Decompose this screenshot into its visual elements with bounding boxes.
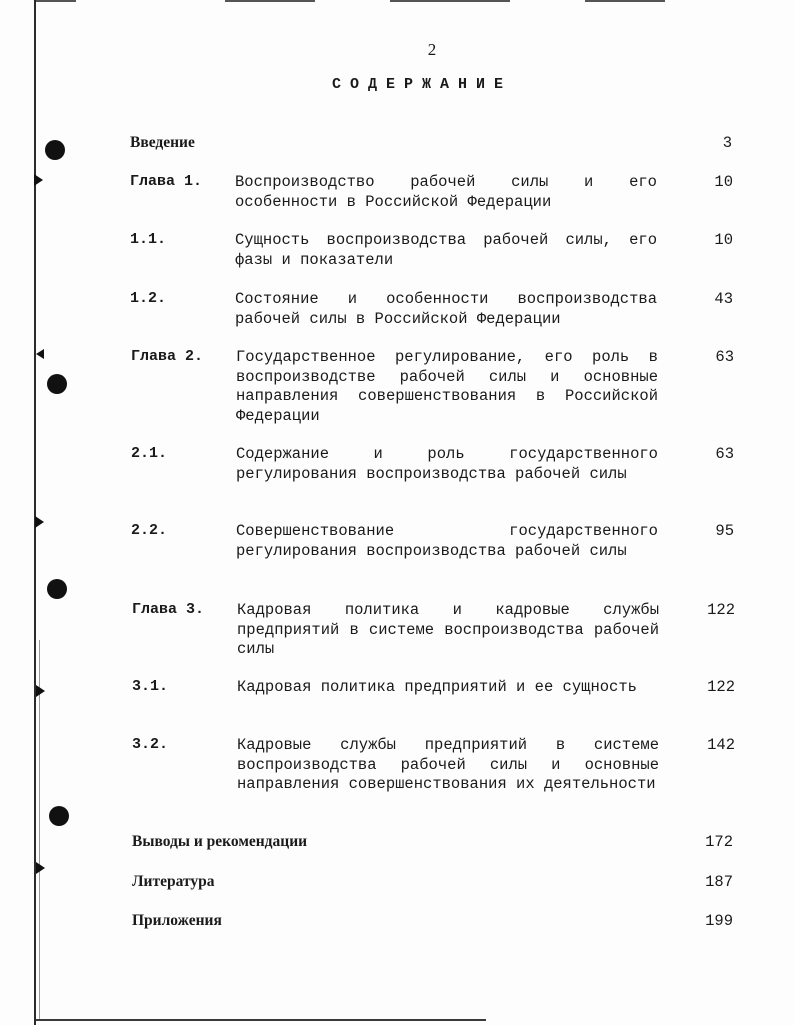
scan-top-mark: [225, 0, 315, 2]
toc-entry-title: Кадровые службы предприятий в системе воспроизводства рабочей силы и основные направления совершенствования их деятельности: [237, 736, 659, 793]
punch-hole: [49, 806, 69, 826]
toc-entry-title: Кадровая политика и кадровые службы предприятий в системе воспроизводства рабочей силы: [237, 601, 659, 658]
scan-mark: [35, 516, 44, 528]
scan-mark: [36, 862, 45, 874]
toc-entry-title: Состояние и особенности воспроизводства рабочей силы в Российской Федерации: [235, 290, 657, 328]
toc-entry-label: Введение: [130, 134, 195, 151]
scan-mark: [34, 174, 43, 186]
toc-entry-page: 199: [705, 912, 733, 930]
toc-entry-label: Глава 3.: [132, 601, 205, 618]
scan-left-edge-faint: [39, 640, 40, 1020]
toc-entry-label: 1.1.: [130, 231, 167, 248]
scan-top-mark: [390, 0, 510, 2]
page-number: 2: [427, 40, 437, 59]
toc-entry-title: Сущность воспроизводства рабочей силы, его фазы и показатели: [235, 231, 657, 269]
scan-top-mark: [585, 0, 665, 2]
toc-entry-label: 1.2.: [130, 290, 167, 307]
toc-entry-label: 2.1.: [131, 445, 168, 462]
scan-bottom-edge: [36, 1019, 486, 1021]
toc-entry-page: 10: [714, 173, 733, 191]
toc-entry-title: Кадровая политика предприятий и ее сущность: [237, 678, 637, 696]
scan-mark: [36, 349, 44, 359]
toc-entry-title: Государственное регулирование, его роль в воспроизводстве рабочей силы и основные направления совершенствования в Российской Федерации: [236, 348, 658, 425]
scan-top-mark: [36, 0, 76, 2]
punch-hole: [45, 140, 65, 160]
toc-entry-label: Литература: [132, 873, 215, 890]
toc-entry-page: 63: [715, 348, 734, 366]
toc-entry-page: 172: [705, 833, 733, 851]
toc-entry-label: 2.2.: [131, 522, 168, 539]
toc-entry-page: 187: [705, 873, 733, 891]
toc-entry-page: 122: [707, 678, 735, 696]
toc-entry-label: Глава 1.: [130, 173, 203, 190]
toc-entry-title: Содержание и роль государственного регулирования воспроизводства рабочей силы: [236, 445, 658, 483]
toc-entry-title: Воспроизводство рабочей силы и его особенности в Российской Федерации: [235, 173, 657, 211]
toc-entry-label: 3.2.: [132, 736, 169, 753]
toc-entry-label: 3.1.: [132, 678, 169, 695]
toc-entry-page: 142: [707, 736, 735, 754]
toc-entry-page: 95: [715, 522, 734, 540]
toc-entry-title: Совершенствование государственного регулирования воспроизводства рабочей силы: [236, 522, 658, 560]
punch-hole: [47, 374, 67, 394]
toc-entry-page: 63: [715, 445, 734, 463]
toc-entry-page: 10: [714, 231, 733, 249]
punch-hole: [47, 579, 67, 599]
scan-mark: [36, 685, 45, 697]
toc-entry-label: Приложения: [132, 912, 222, 929]
toc-entry-page: 43: [714, 290, 733, 308]
toc-entry-label: Глава 2.: [131, 348, 204, 365]
toc-entry-label: Выводы и рекомендации: [132, 833, 308, 850]
toc-entry-page: 3: [722, 134, 732, 152]
page-title: СОДЕРЖАНИЕ: [332, 76, 513, 93]
toc-entry-page: 122: [707, 601, 735, 619]
